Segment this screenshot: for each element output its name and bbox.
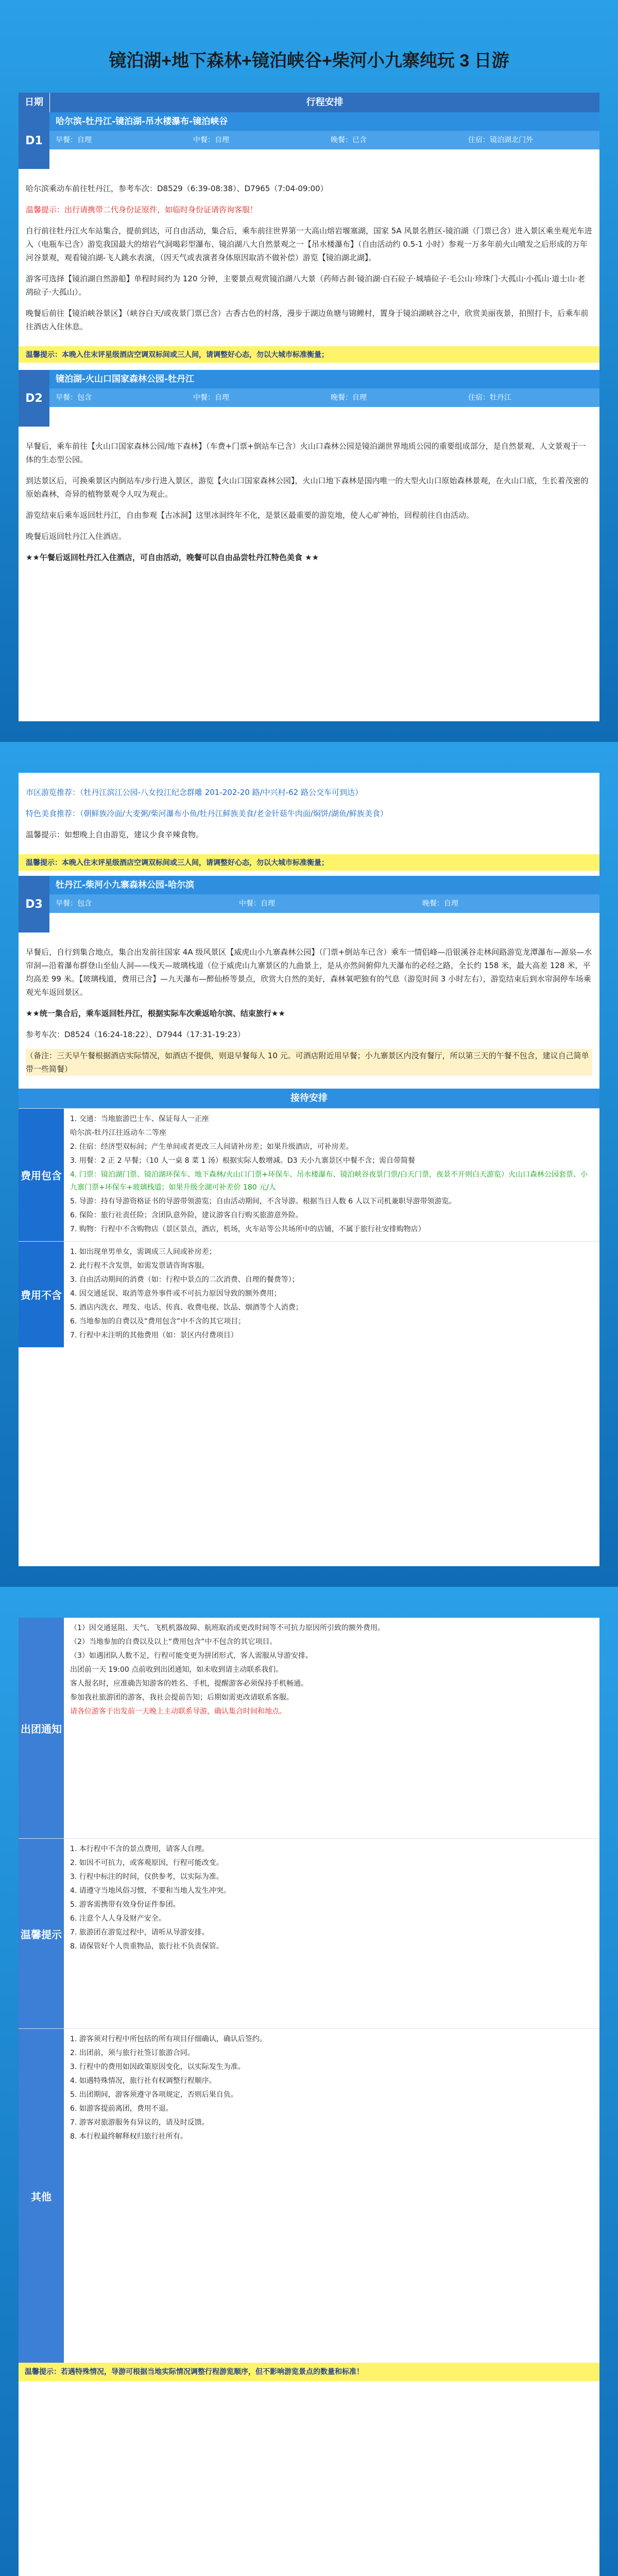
page-title: 镜泊湖+地下森林+镜泊峡谷+柴河小九寨纯玩 3 日游 [109,51,509,71]
other-item: 5. 出团期间，游客须遵守各项规定，否则后果自负。 [70,2091,238,2099]
other-item: 7. 游客对旅游服务有异议的，请及时反馈。 [70,2119,209,2127]
other-item: 4. 如遇特殊情况，旅行社有权调整行程顺序。 [70,2077,216,2085]
services-header: 接待安排 [19,1089,599,1108]
tips-item: 4. 请遵守当地风俗习惯，不要和当地人发生冲突。 [70,1887,231,1895]
day3-warn: 温馨提示：本晚入住末评星级酒店空调双标间或三人间，请调整好心态，勿以大城市标准衡量； [19,854,599,871]
tips-label: 温馨提示 [19,1839,64,2028]
day3-train: 参考车次：D8524（16:24-18:22）、D7944（17:31-19:23） [26,1030,245,1039]
day2-body [19,427,599,577]
cancel-item: （1）因交通延阻、天气、飞机机器故障、航班取消或更改时间等不可抗力原因所引致的额外费用。 [70,1624,385,1632]
hotel: 住宿：牡丹江 [468,394,511,402]
day1-meals [49,131,599,149]
day3-desc: 早餐后，自行到集合地点，集合出发前往国家 4A 级风景区【威虎山小九寨森林公园】（门票+倒站车已含）乘车一情侣峰—沿银溪谷走林间路游览龙潭瀑布—源泉—水帘洞—沿着瀑布群登山至仙人洞——线天—玻璃栈道（位于威虎山九寨景区的九曲景上，是从亦然间俯仰九天瀑布的必经之路，全长约 158 米，最大高差 128 米，平均高差 99 米。【玻璃栈道，费用已含】—九天瀑布—醉仙桥等景点，欣赏大自然的美好，森林氧吧独有的气息（游览时间 3 小时左右），游览结束后到水帘洞停车场乘观光车返回景区。 [26,947,592,997]
day1-desc: 自行前往牡丹江火车站集合，提前到达，可自由活动，集合后，乘车前往世界第一大高山熔岩堰塞湖，国家 5A 风景名胜区-镜泊湖（门票已含）进入景区乘坐观光车进入（电瓶车已含）游览我国最大的熔岩气洞喝彩型瀑布、镜泊湖八大自然景观之一【吊水楼瀑布】（自由活动约 0.5-1 小时）参观一万多年前火山喷发之后形成的万年河谷景观，观看镜泊湖-飞人跳水表演，（因天气或表演者身体原因取消不做补偿）游览【镜泊湖北湖】。 [26,226,592,262]
tips-item: 1. 本行程中不含的景点费用，请客人自理。 [70,1845,209,1853]
hotel: 住宿：镜泊湖北门外 [468,136,533,144]
exclude-row [19,1241,599,1347]
other-item: 2. 出团前，须与旅行社签订旅游合同。 [70,2049,195,2057]
exclude-item: 4. 因交通延误、取消等意外事件或不可抗力原因导致的额外费用； [70,1290,281,1298]
day1-bar [19,112,599,169]
dinner: 晚餐：已含 [331,136,367,144]
exclude-item: 5. 酒店内洗衣、理发、电话、传真、收费电视、饮品、烟酒等个人消费； [70,1303,303,1312]
include-label: 费用包含 [19,1109,64,1241]
day3-route: 牡丹江-柴河小九寨森林公园-哈尔滨 [49,876,599,894]
breakfast: 早餐：自理 [56,136,92,144]
day2-route: 镜泊湖-火山口国家森林公园-牡丹江 [49,370,599,388]
day3-bar [19,876,599,933]
cancel-item: （3）如遇团队人数不足，行程可能变更为拼团形式，客人需服从导游安排。 [70,1652,313,1660]
tips-item: 8. 请保管好个人贵重物品，旅行社不负责保管。 [70,1942,224,1951]
cancel-item: 客人报名时，应准确告知游客的姓名、手机，提醒游客必须保持手机畅通。 [70,1680,308,1688]
itinerary-card-2 [19,773,599,1566]
tips-row [19,1838,599,2028]
day3-pre [19,773,599,854]
other-item: 6. 如游客提前离团，费用不退。 [70,2105,173,2113]
include-item: 6. 保险：旅行社责任险；含团队意外险，建议游客自行购买旅游意外险。 [70,1211,303,1219]
panel-day3 [0,742,618,1587]
tips-item: 7. 旅游团在游览过程中，请听从导游安排。 [70,1928,209,1937]
breakfast: 早餐：包含 [56,900,92,908]
schedule-header: 行程安排 [306,97,344,108]
include-content [64,1109,599,1241]
day2-desc-1: 早餐后，乘车前往【火山口国家森林公园/地下森林】（车费+门票+倒站车已含）火山口森林公园是镜泊湖世界地质公园的重要组成部分，是自然景观、人文景观于一体的生态型公园。 [26,442,586,464]
exclude-item: 6. 当地参加的自费以及“费用包含”中不含的其它项目； [70,1317,246,1326]
cancel-item: 参加我社旅游团的游客，我社会提前告知；后期如需更改请联系客服。 [70,1693,294,1702]
food-recommend: 特色美食推荐：（朝鲜族冷面/大麦粥/柴河瀑布小鱼/牡丹江鲜族美食/老金针菇牛肉面/焖饼/湖鱼/鲜族美食） [26,809,388,818]
cancel-item: 出团前一天 19:00 点前收到出团通知，如未收到请主动联系我们。 [70,1666,283,1674]
cancel-item: （2）当地参加的自费以及以上“费用包含”中不包含的其它项目。 [70,1638,277,1646]
tips-item: 3. 行程中标注的时间，仅供参考，以实际为准。 [70,1873,224,1881]
tips-item: 6. 注意个人人身及财产安全。 [70,1914,166,1923]
day2-desc-5: ★★午餐后返回牡丹江入住酒店，可自由活动，晚餐可以自由品尝牡丹江特色美食 ★★ [26,553,319,562]
other-item: 1. 游客须对行程中所包括的所有项目仔细确认，确认后签约。 [70,2035,267,2043]
day1-warn: 温馨提示：本晚入住末评星级酒店空调双标间或三人间，请调整好心态，勿以大城市标准衡量； [19,346,599,363]
lunch: 中餐：自理 [193,136,229,144]
day3-meals [49,894,599,913]
cancel-row [19,1618,599,1838]
include-item: 5. 导游：持有导游资格证书的导游带领游览；自由活动期间，不含导游。根据当日人数 6 人以下司机兼职导游带领游览。 [70,1197,456,1206]
exclude-content [64,1242,599,1347]
dinner: 晚餐：自理 [331,394,367,402]
day3-label: D3 [19,876,49,933]
include-item: 3. 用餐：2 正 2 早餐；（10 人一桌 8 菜 1 汤）根据实际人数增减。D3 天小九寨景区中餐不含；需自带简餐 [70,1157,415,1165]
other-label: 其他 [19,2029,64,2363]
include-item: 7. 购物：行程中不含购物店（景区景点，酒店，机场，火车站等公共场所中的店铺，不属于旅行社安排购物店） [70,1225,425,1233]
cancel-item: 请各位游客于出发前一天晚上主动联系导游，确认集合时间和地点。 [70,1707,286,1716]
exclude-item: 1. 如出现单男单女，需调成三人间或补房差； [70,1248,216,1256]
day1-body [19,169,599,346]
tips-item: 2. 如因不可抗力，或客观原因，行程可能改变。 [70,1859,224,1867]
day2-desc-3: 游览结束后乘车返回牡丹江，自由参观【古冰洞】这里冰洞终年不化，是景区最重要的游览地，使人心旷神怡，回程前往自由活动。 [26,511,474,520]
cancel-content [64,1618,599,1838]
day2-desc-4: 晚餐后返回牡丹江入住酒店。 [26,532,127,541]
table-header [19,93,599,112]
day3-tip: 温馨提示：如想晚上自由游览，建议少食辛辣食物。 [26,830,204,839]
exclude-item: 7. 行程中未注明的其他费用（如：景区内付费项目） [70,1331,238,1340]
exclude-item: 2. 此行程不含发票，如需发票请咨询客服。 [70,1262,209,1270]
notes-card [19,1618,599,2576]
tips-item: 5. 游客需携带有效身份证件参团。 [70,1901,180,1909]
lunch: 中餐：自理 [239,900,275,908]
day3-body [19,933,599,1089]
day2-label: D2 [19,370,49,427]
day1-boat: 游客可选择【镜泊湖自然游船】单程时间约为 120 分钟，主要景点观赏镜泊湖八大景（药师古刹·镜泊湖·白石砬子·城墙砬子·毛公山·珍珠门·大孤山·小孤山·道士山·老鸹砬子·大孤山）。 [26,274,586,297]
day1-id-tip: 温馨提示：出行请携带二代身份证原件，如临时身份证请咨询客服！ [26,205,258,214]
day1-route: 哈尔滨-牡丹江-镜泊湖-吊水楼瀑布-镜泊峡谷 [49,112,599,131]
other-item: 3. 行程中的费用如因政策原因变化，以实际发生为准。 [70,2063,245,2071]
panel-day1 [0,0,618,742]
lunch: 中餐：自理 [193,394,229,402]
exclude-item: 3. 自由活动期间的消费（如：行程中景点的二次消费、自理的餐费等）； [70,1276,299,1284]
include-item: 4. 门票：镜泊湖门票、镜泊湖环保车、地下森林/火山口门票+环保车、吊水楼瀑布、镜泊峡谷夜景门票/白天门票，夜景不开则白天游览）火山口森林公园套票、小九寨门票+环保车+玻璃栈道；如果升级全湖可补差价 180 元/人 [70,1171,588,1192]
dinner: 晚餐：自理 [422,900,458,908]
include-item: 2. 住宿：经济型双标间；产生单间或者更改三人间请补房差；如果升级酒店，可补房差。 [70,1143,353,1151]
day2-desc-2: 到达景区后，可换乘景区内倒站车/步行进入景区，游览【火山口国家森林公园】，火山口地下森林是国内唯一的大型火山口原始森林景观，在火山口底，生长着茂密的原始森林，奇异的植物景观令人叹为观止。 [26,476,589,499]
breakfast: 早餐：包含 [56,394,92,402]
city-recommend: 市区游览推荐：（牡丹江滨江公园-八女投江纪念群雕 201-202-20 路/中兴村-62 路公交车可到达） [26,788,363,797]
panel-notes [0,1587,618,2576]
other-content [64,2029,599,2363]
day3-info [49,876,599,933]
day2-info [49,370,599,427]
day2-bar [19,370,599,427]
include-row [19,1108,599,1241]
day1-label: D1 [19,112,49,169]
include-item: 哈尔滨-牡丹江往返动车二等座 [70,1129,167,1137]
other-row [19,2028,599,2363]
day2-meals [49,388,599,407]
exclude-label: 费用不含 [19,1242,64,1347]
bottom-note: 温馨提示：若遇特殊情况，导游可根据当地实际情况调整行程游览顺序，但不影响游览景点的数量和标准！ [19,2363,599,2381]
cancel-label: 出团通知 [19,1618,64,1838]
day1-night: 晚餐后前往【镜泊峡谷景区】（峡谷白天/或夜景门票已含）古香古色的村落，漫步于湖边鱼塘与锦鲤村，置身于镜泊湖峡谷之中，欣赏美丽夜景，拍照打卡，后乘车前往酒店入住休息。 [26,309,589,331]
day3-return: ★★统一集合后，乘车返回牡丹江，根据实际车次乘返哈尔滨、结束旅行★★ [26,1009,285,1018]
include-item: 1. 交通：当地旅游巴士车、保证每人一正座 [70,1115,209,1123]
day3-note: （备注：三天早午餐根据酒店实际情况，如酒店不提供，则退早餐每人 10 元。可酒店附近用早餐；小九寨景区内没有餐厅，所以第三天的午餐不包含，建议自己简单带一些简餐） [26,1049,592,1076]
day1-train: 哈尔滨乘动车前往牡丹江，参考车次：D8529（6:39-08:38）、D7965（7:04-09:00） [26,184,328,193]
tips-content [64,1839,599,2028]
date-header: 日期 [19,93,50,112]
day1-info [49,112,599,169]
other-item: 8. 本行程最终解释权归旅行社所有。 [70,2132,187,2141]
itinerary-card-1 [19,93,599,721]
